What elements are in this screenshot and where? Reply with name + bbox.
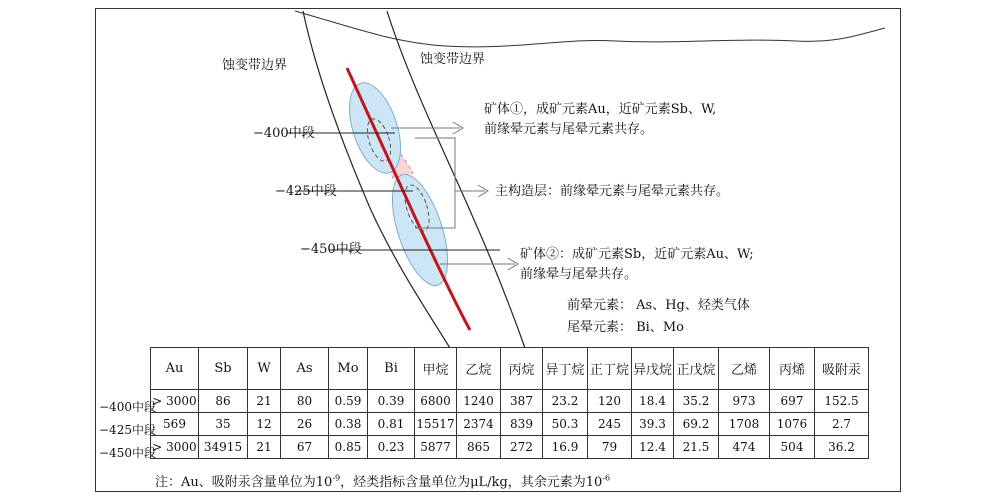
table-cell: 86 xyxy=(199,390,248,413)
table-cell: 0.23 xyxy=(368,436,415,459)
table-header-cell: Au xyxy=(151,348,199,390)
table-cell: 79 xyxy=(588,436,632,459)
table-cell: 1708 xyxy=(719,413,770,436)
table-cell: 0.38 xyxy=(329,413,368,436)
table-cell: 21 xyxy=(248,436,281,459)
orebody1-note-line1: 矿体①，成矿元素Au，近矿元素Sb、W, xyxy=(484,102,717,117)
table-cell: 35.2 xyxy=(674,390,719,413)
tail-halo-note: 尾晕元素： Bi、Mo xyxy=(567,320,684,335)
table-cell: 0.39 xyxy=(368,390,415,413)
table-cell: 12 xyxy=(248,413,281,436)
alteration-zone-diagram xyxy=(95,8,901,348)
table-cell: 120 xyxy=(588,390,632,413)
table-header-cell: 吸附汞 xyxy=(815,348,869,390)
table-cell: 34915 xyxy=(199,436,248,459)
table-cell: 21.5 xyxy=(674,436,719,459)
geochem-table xyxy=(150,347,869,459)
right-boundary-label: 蚀变带边界 xyxy=(420,52,486,67)
level-label-450: −450中段 xyxy=(300,242,362,257)
table-header-cell: W xyxy=(248,348,281,390)
orebody1-note-line2: 前缘晕元素与尾晕元素共存。 xyxy=(484,122,654,137)
table-cell: 67 xyxy=(281,436,329,459)
orebody2-note-line1: 矿体②：成矿元素Sb，近矿元素Au、W; xyxy=(520,247,754,262)
table-header-cell: 正戊烷 xyxy=(674,348,719,390)
table-cell: 0.85 xyxy=(329,436,368,459)
table-header-cell: 丙烯 xyxy=(770,348,815,390)
table-cell: 2.7 xyxy=(815,413,869,436)
row-label-425: −425中段 xyxy=(99,423,156,437)
table-cell: 6800 xyxy=(415,390,457,413)
footnote-sup-b: -6 xyxy=(602,473,611,483)
table-header-cell: Bi xyxy=(368,348,415,390)
row-label-400: −400中段 xyxy=(99,400,156,414)
left-boundary-label: 蚀变带边界 xyxy=(222,58,288,73)
table-cell: 26 xyxy=(281,413,329,436)
table-cell: 12.4 xyxy=(632,436,674,459)
arrow-orebody2 xyxy=(440,258,518,270)
table-cell: 39.3 xyxy=(632,413,674,436)
table-header-cell: 甲烷 xyxy=(415,348,457,390)
table-cell: 272 xyxy=(501,436,543,459)
table-cell: 387 xyxy=(501,390,543,413)
table-cell: 50.3 xyxy=(543,413,588,436)
surface-line xyxy=(295,11,885,47)
table-header-cell: Mo xyxy=(329,348,368,390)
arrow-orebody1 xyxy=(391,122,463,134)
table-cell: 5877 xyxy=(415,436,457,459)
table-cell: 1076 xyxy=(770,413,815,436)
table-header-cell: 丙烷 xyxy=(501,348,543,390)
level-label-425: −425中段 xyxy=(275,184,337,199)
table-cell: > 3000 xyxy=(151,436,199,459)
table-cell: 474 xyxy=(719,436,770,459)
footnote-part-b: ，烃类指标含量单位为μL/kg，其余元素为10 xyxy=(340,475,603,490)
table-cell: 69.2 xyxy=(674,413,719,436)
level-label-400: −400中段 xyxy=(253,126,315,141)
table-cell: 1240 xyxy=(457,390,501,413)
table-header-cell: 乙烯 xyxy=(719,348,770,390)
table-cell: 973 xyxy=(719,390,770,413)
table-cell: 2374 xyxy=(457,413,501,436)
table-cell: 0.59 xyxy=(329,390,368,413)
table-cell: > 3000 xyxy=(151,390,199,413)
table-cell: 865 xyxy=(457,436,501,459)
footnote-sup-a: -9 xyxy=(332,473,341,483)
front-halo-note: 前晕元素： As、Hg、烃类气体 xyxy=(567,298,750,313)
table-cell: 245 xyxy=(588,413,632,436)
table-header-cell: 正丁烷 xyxy=(588,348,632,390)
table-cell: 80 xyxy=(281,390,329,413)
orebody2-note-line2: 前缘晕与尾晕共存。 xyxy=(520,267,638,282)
table-cell: 0.81 xyxy=(368,413,415,436)
table-cell: 152.5 xyxy=(815,390,869,413)
table-cell: 839 xyxy=(501,413,543,436)
table-cell: 504 xyxy=(770,436,815,459)
table-header-cell: 乙烷 xyxy=(457,348,501,390)
table-row xyxy=(151,390,869,413)
table-cell: 36.2 xyxy=(815,436,869,459)
table-cell: 569 xyxy=(151,413,199,436)
table-cell: 21 xyxy=(248,390,281,413)
table-row xyxy=(151,413,869,436)
table-header-row xyxy=(151,348,869,390)
table-row xyxy=(151,436,869,459)
table-header-cell: Sb xyxy=(199,348,248,390)
table-header-cell: 异丁烷 xyxy=(543,348,588,390)
table-cell: 16.9 xyxy=(543,436,588,459)
table-cell: 697 xyxy=(770,390,815,413)
table-cell: 23.2 xyxy=(543,390,588,413)
main-layer-note: 主构造层：前缘晕元素与尾晕元素共存。 xyxy=(495,184,730,199)
table-cell: 35 xyxy=(199,413,248,436)
table-header-cell: 异戊烷 xyxy=(632,348,674,390)
footnote-part-a: 注：Au、吸附汞含量单位为10 xyxy=(155,475,333,490)
footnote xyxy=(155,471,610,490)
table-cell: 18.4 xyxy=(632,390,674,413)
table-cell: 15517 xyxy=(415,413,457,436)
row-label-450: −450中段 xyxy=(99,446,156,460)
table-header-cell: As xyxy=(281,348,329,390)
